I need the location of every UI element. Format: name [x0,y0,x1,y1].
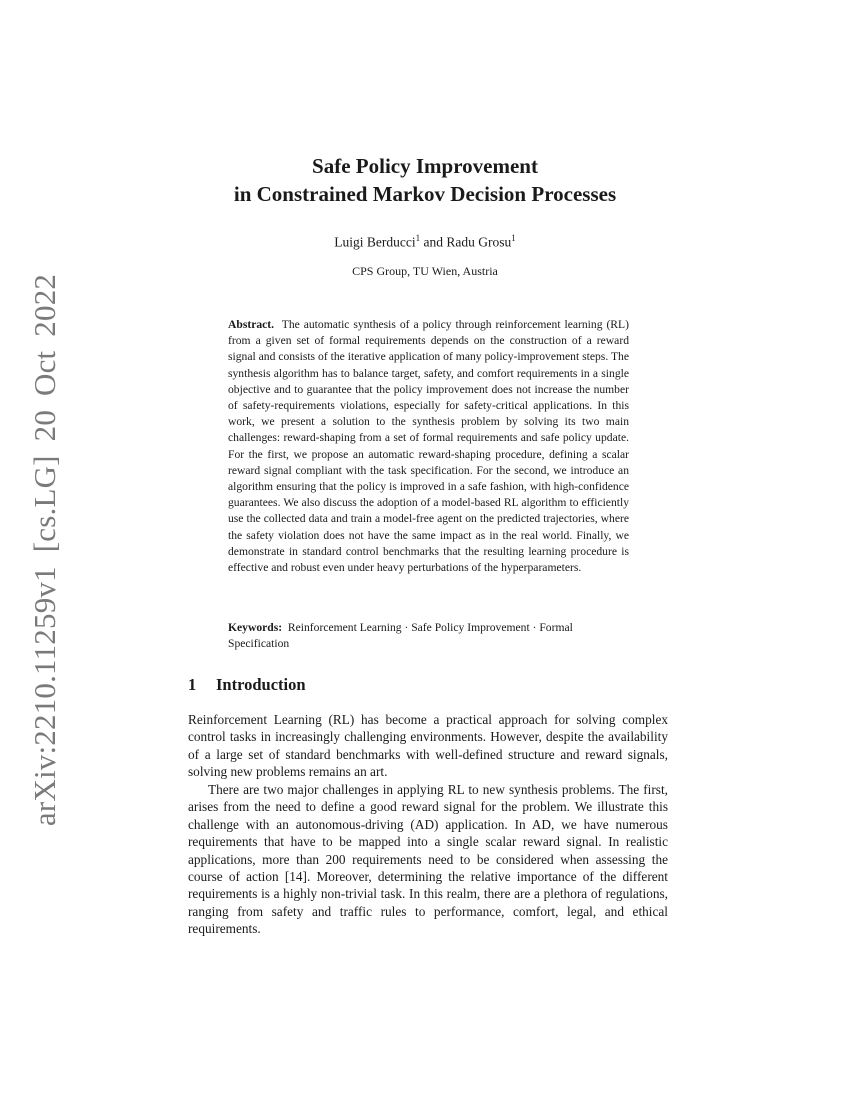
abstract-label: Abstract. [228,318,275,331]
author-list [0,233,850,251]
section-title: Introduction [216,675,306,694]
section-number: 1 [188,675,197,694]
keywords-label: Keywords: [228,621,283,634]
affiliation-marker: 1 [511,233,516,243]
abstract-text: The automatic synthesis of a policy through reinforcement learning (RL) from a given set of formal requirements depends on the construction of a reward signal and consists of the iterative application of many policy-improvement steps. The synthesis algorithm has to balance target, safety, and comfort requirements in a single objective and to guarantee that the policy improvement does not increase the number of safety-requirements violations, especially for safety-critical applications. In this work, we present a solution to the synthesis problem by solving its two main challenges: reward-shaping from a set of formal requirements and safe policy update. For the first, we propose an automatic reward-shaping procedure, defining a scalar reward signal compliant with the task specification. For the second, we introduce an algorithm ensuring that the policy is improved in a safe fashion, with high-confidence guarantees. We also discuss the adoption of a model-based RL algorithm to efficiently use the collected data and train a model-free agent on the predicted trajectories, where the safety violation does not have the same impact as in the real world. Finally, we demonstrate in standard control benchmarks that the resulting learning procedure is effective and robust even under heavy perturbations of the hyperparameters. [228,318,629,575]
author-name: Luigi Berducci [334,234,416,250]
body-paragraph: There are two major challenges in applying RL to new synthesis problems. The first, arises from the need to define a good reward signal for the problem. We illustrate this challenge with an autonomous-driving (AD) application. In AD, we have numerous requirements that have to be mapped into a single scalar reward signal. In realistic applications, more than 200 requirements need to be considered when assessing the course of action [14]. Moreover, determining the relative importance of the different requirements is a highly non-trivial task. In this realm, there are a plethora of regulations, ranging from safety and traffic rules to performance, comfort, legal, and ethical requirements. [188,782,668,937]
paper-title-line-1: Safe Policy Improvement [312,154,538,178]
author-name: Radu Grosu [446,234,512,250]
keywords [228,620,629,652]
section-heading [188,675,306,695]
body-paragraph: Reinforcement Learning (RL) has become a practical approach for solving complex control tasks in increasingly challenging environments. However, despite the availability of a large set of standard benchmarks with well-defined structure and reward signals, solving new problems remains an art. [188,712,668,780]
paper-title-line-2: in Constrained Markov Decision Processes [233,182,617,206]
arxiv-identifier-text: arXiv:2210.11259v1 [cs.LG] 20 Oct 2022 [27,273,62,827]
abstract [228,317,629,576]
author-separator: and [420,234,447,250]
affiliation-marker: 1 [415,233,421,243]
keywords-text: Reinforcement Learning · Safe Policy Improvement · Formal Specification [228,621,573,651]
affiliation: CPS Group, TU Wien, Austria [352,264,498,278]
